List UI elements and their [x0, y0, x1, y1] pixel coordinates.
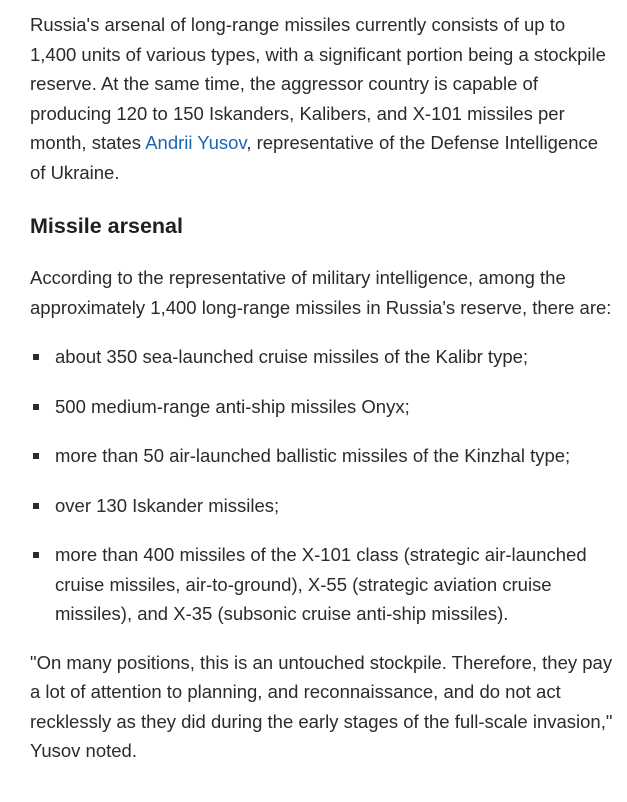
intro-paragraph: [30, 10, 615, 187]
article-body: [30, 10, 615, 766]
list-item: [30, 441, 615, 471]
intro-text-before-link: Russia's arsenal of long-range missiles currently consists of up to 1,400 units of various types, with a significant portion being a stockpile reserve. At the same time, the aggressor country is capable of producing 120 to 150 Iskanders, Kalibers, and X-101 missiles per month, states: [30, 14, 606, 153]
list-item: [30, 491, 615, 521]
author-link[interactable]: Andrii Yusov: [145, 132, 247, 153]
list-item-text: 500 medium-range anti-ship missiles Onyx;: [55, 395, 410, 417]
bullet-icon: [33, 354, 39, 360]
bullet-icon: [33, 552, 39, 558]
bullet-icon: [33, 404, 39, 410]
section-heading: Missile arsenal: [30, 214, 183, 238]
quote-paragraph: "On many positions, this is an untouched stockpile. Therefore, they pay a lot of attention to planning, and reconnaissance, and do not act recklessly as they did during the early stages of the full-scale invasion," Yusov noted.: [30, 651, 613, 761]
intro-text-after-link: , representative of the Defense Intelligence of Ukraine.: [30, 132, 599, 183]
list-item: [30, 540, 615, 629]
list-item-text: more than 50 air-launched ballistic missiles of the Kinzhal type;: [55, 445, 571, 466]
list-item: [30, 342, 615, 372]
list-item-text: more than 400 missiles of the X-101 class (strategic air-launched cruise missiles, air-to-ground), X-55 (strategic aviation cruise missiles), and X-35 (subsonic cruise anti-ship missiles).: [55, 544, 587, 624]
lead-paragraph: According to the representative of military intelligence, among the approximately 1,400 long-range missiles in Russia's reserve, there are:: [30, 267, 612, 318]
list-item-text: over 130 Iskander missiles;: [55, 494, 280, 516]
missile-list: [30, 342, 615, 629]
list-item: [30, 392, 615, 422]
bullet-icon: [33, 453, 39, 459]
bullet-icon: [33, 503, 39, 509]
list-item-text: about 350 sea-launched cruise missiles of the Kalibr type;: [55, 346, 529, 367]
